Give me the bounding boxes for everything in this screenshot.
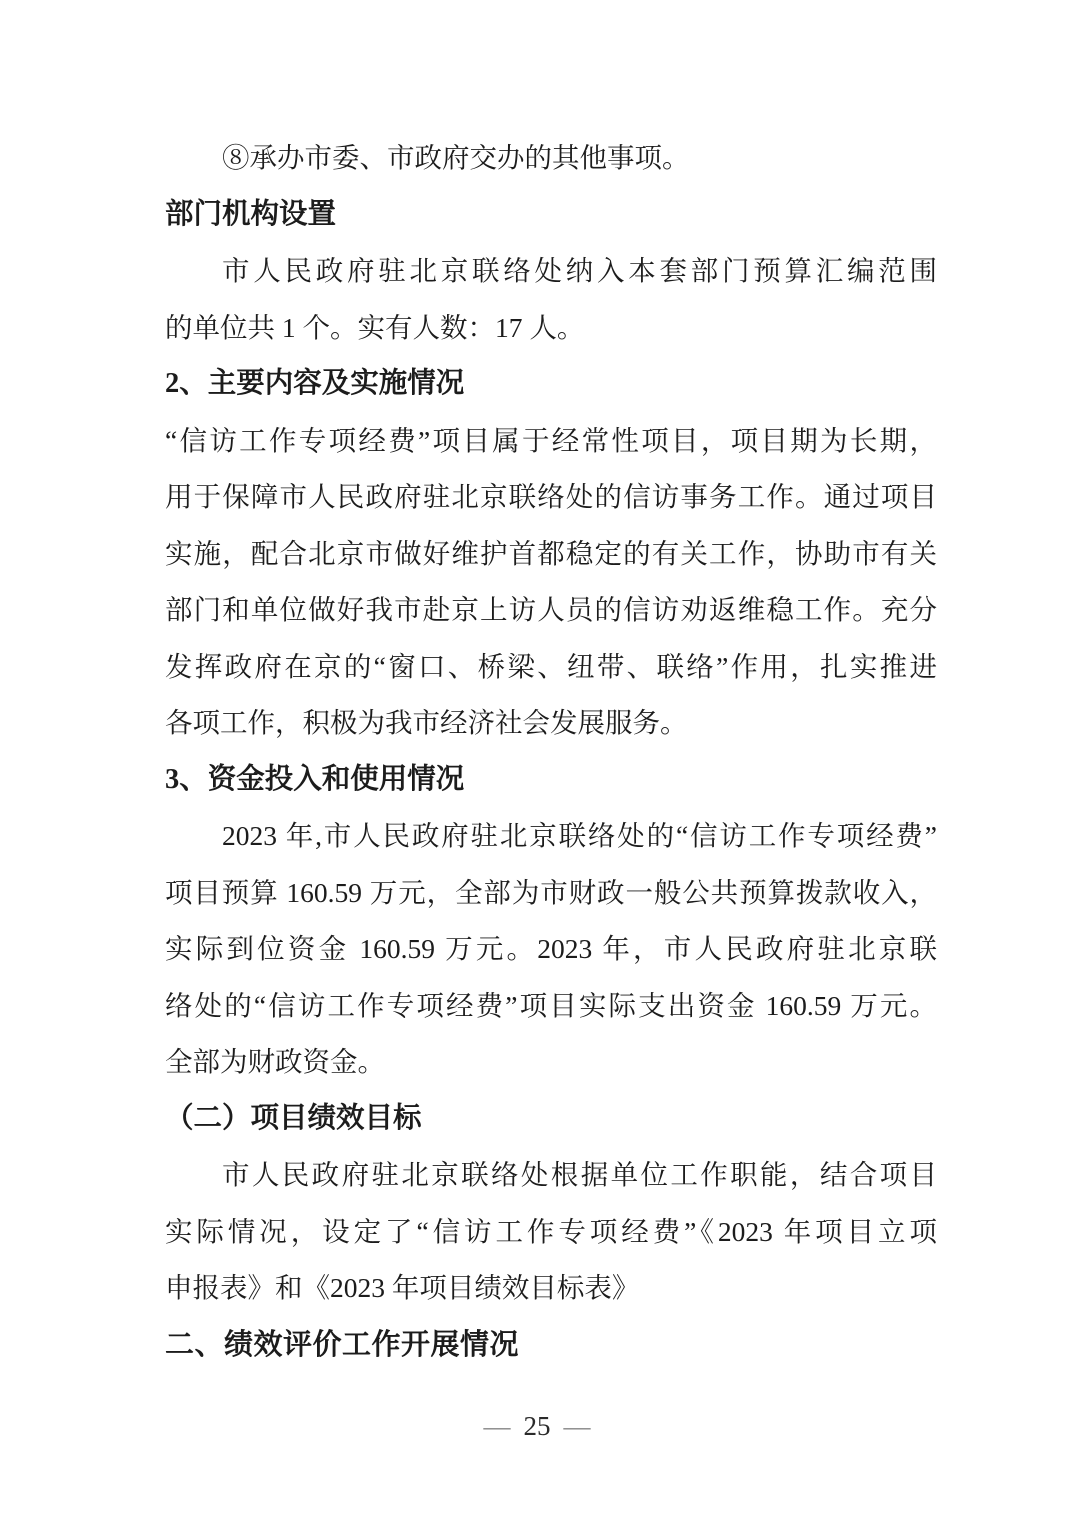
doc-line: 2023 年,市人民政府驻北京联络处的“信访工作专项经费”: [222, 820, 937, 851]
doc-line: 络处的“信访工作专项经费”项目实际支出资金 160.59 万元。: [165, 989, 937, 1021]
doc-line: ⑧承办市委、市政府交办的其他事项。: [222, 142, 690, 173]
doc-line: 的单位共 1 个。实有人数：17 人。: [165, 311, 585, 343]
heading-main-content: 2、主要内容及实施情况: [165, 368, 465, 399]
page-number: 25: [523, 1411, 551, 1441]
doc-line: 全部为财政资金。: [165, 1046, 385, 1077]
page-footer: [0, 1406, 1074, 1446]
doc-line: 用于保障市人民政府驻北京联络处的信访事务工作。通过项目: [165, 481, 937, 512]
document-body: [165, 130, 937, 1373]
doc-line: 市人民政府驻北京联络处根据单位工作职能，结合项目: [222, 1159, 937, 1190]
doc-line: 申报表》和《2023 年项目绩效目标表》: [165, 1272, 640, 1303]
doc-line: 发挥政府在京的“窗口、桥梁、纽带、联络”作用，扎实推进: [165, 650, 937, 682]
heading-funding-usage: 3、资金投入和使用情况: [165, 763, 465, 795]
footer-left-dash: —: [483, 1411, 511, 1441]
doc-line: 项目预算 160.59 万元，全部为市财政一般公共预算拨款收入，: [165, 876, 937, 908]
doc-line: 实际到位资金 160.59 万元。2023 年，市人民政府驻北京联: [165, 933, 937, 964]
doc-line: “信访工作专项经费”项目属于经常性项目，项目期为长期，: [165, 424, 937, 456]
doc-line: 市人民政府驻北京联络处纳入本套部门预算汇编范围: [222, 255, 937, 286]
doc-line: 实施，配合北京市做好维护首都稳定的有关工作，协助市有关: [165, 537, 937, 569]
doc-line: 部门和单位做好我市赴京上访人员的信访劝返维稳工作。充分: [165, 594, 937, 625]
heading-performance-evaluation-section: 二、绩效评价工作开展情况: [165, 1328, 520, 1361]
heading-dept-structure: 部门机构设置: [165, 198, 337, 230]
doc-line: 各项工作，积极为我市经济社会发展服务。: [165, 707, 688, 738]
doc-line: 实际情况，设定了“信访工作专项经费”《2023 年项目立项: [165, 1215, 937, 1247]
footer-right-dash: —: [563, 1411, 591, 1441]
heading-project-performance-goals: （二）项目绩效目标: [165, 1102, 422, 1134]
